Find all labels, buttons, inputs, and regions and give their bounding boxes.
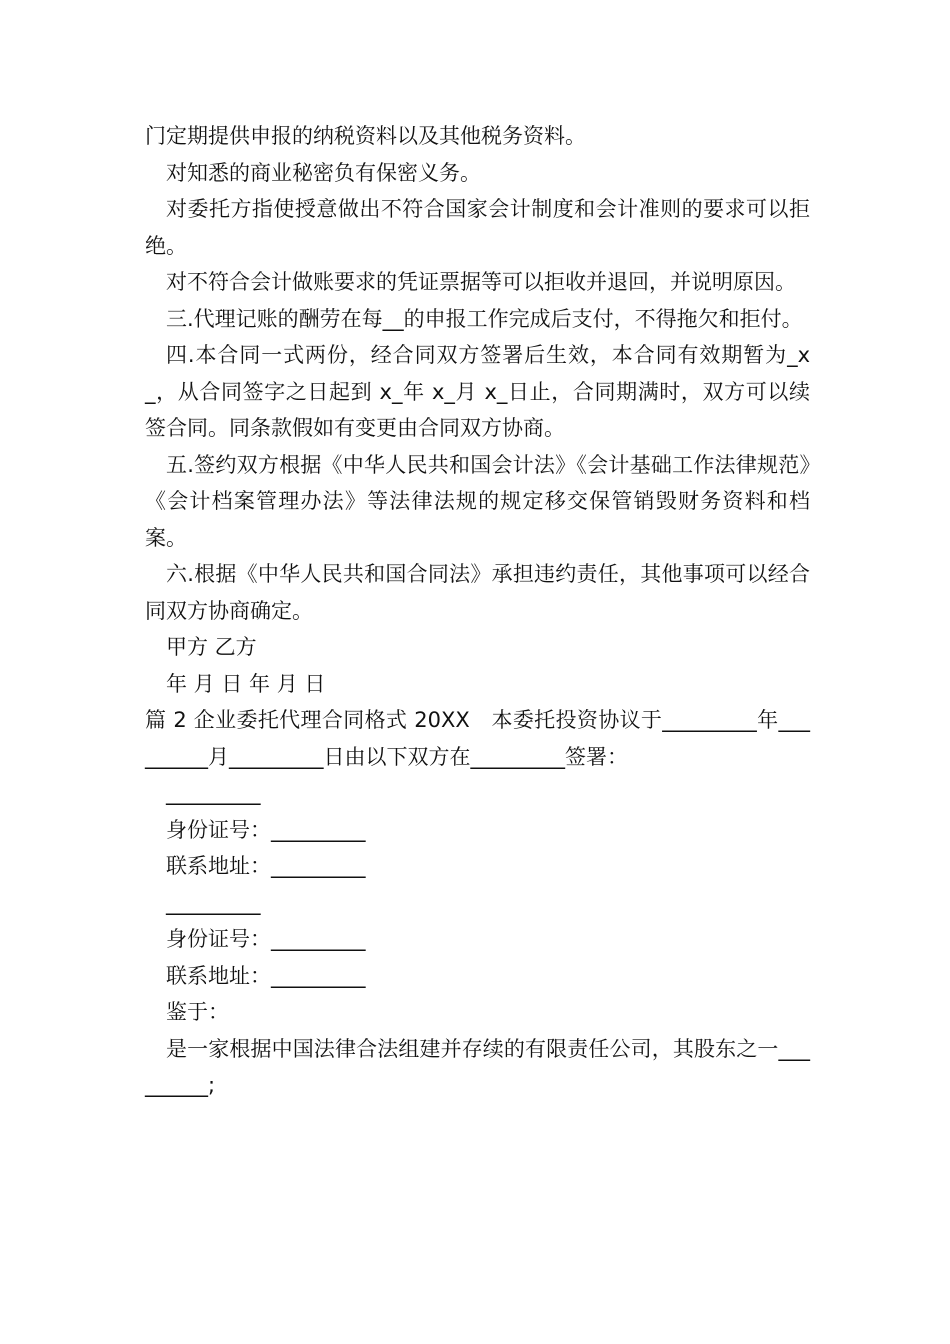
party-b-name-blank: _________ xyxy=(166,890,261,915)
party-b-address: 联系地址：_________ xyxy=(166,963,366,988)
paragraph-reject-vouchers: 对不符合会计做账要求的凭证票据等可以拒收并退回，并说明原因。 xyxy=(166,270,796,294)
clause-six-liability: 六.根据《中华人民共和国合同法》承担违约责任，其他事项可以经合同双方协商确定。 xyxy=(145,562,810,623)
whereas-company: 是一家根据中国法律合法组建并存续的有限责任公司，其股东之一_________; xyxy=(145,1036,810,1097)
paragraph-refuse-instructions: 对委托方指使授意做出不符合国家会计制度和会计准则的要求可以拒绝。 xyxy=(145,197,810,258)
party-a-name-blank: _________ xyxy=(166,781,261,805)
party-b-id-number: 身份证号：_________ xyxy=(166,927,366,951)
clause-three-remuneration: 三.代理记账的酬劳在每__的申报工作完成后支付，不得拖欠和拒付。 xyxy=(166,306,803,331)
paragraph-tax-materials: 门定期提供申报的纳税资料以及其他税务资料。 xyxy=(145,124,586,148)
section-two-heading: 篇 2 企业委托代理合同格式 20XX 本委托投资协议于_________年_________月_________日由以下双方在_________签署： xyxy=(145,708,810,769)
party-a-id-number: 身份证号：_________ xyxy=(166,817,366,842)
signature-dates: 年 月 日 年 月 日 xyxy=(166,671,326,696)
party-a-address: 联系地址：_________ xyxy=(166,854,366,878)
whereas-heading: 鉴于： xyxy=(166,1000,229,1024)
signature-parties: 甲方 乙方 xyxy=(166,635,257,659)
clause-five-archives: 五.签约双方根据《中华人民共和国会计法》《会计基础工作法律规范》《会计档案管理办法》等法律法规的规定移交保管销毁财务资料和档案。 xyxy=(145,452,810,550)
document-body xyxy=(145,118,810,1104)
clause-four-validity: 四.本合同一式两份，经合同双方签署后生效，本合同有效期暂为_x_，从合同签字之日起到 x_年 x_月 x_日止，合同期满时，双方可以续签合同。同条款假如有变更由合同双方协商。 xyxy=(145,343,810,440)
paragraph-confidentiality: 对知悉的商业秘密负有保密义务。 xyxy=(166,160,481,185)
